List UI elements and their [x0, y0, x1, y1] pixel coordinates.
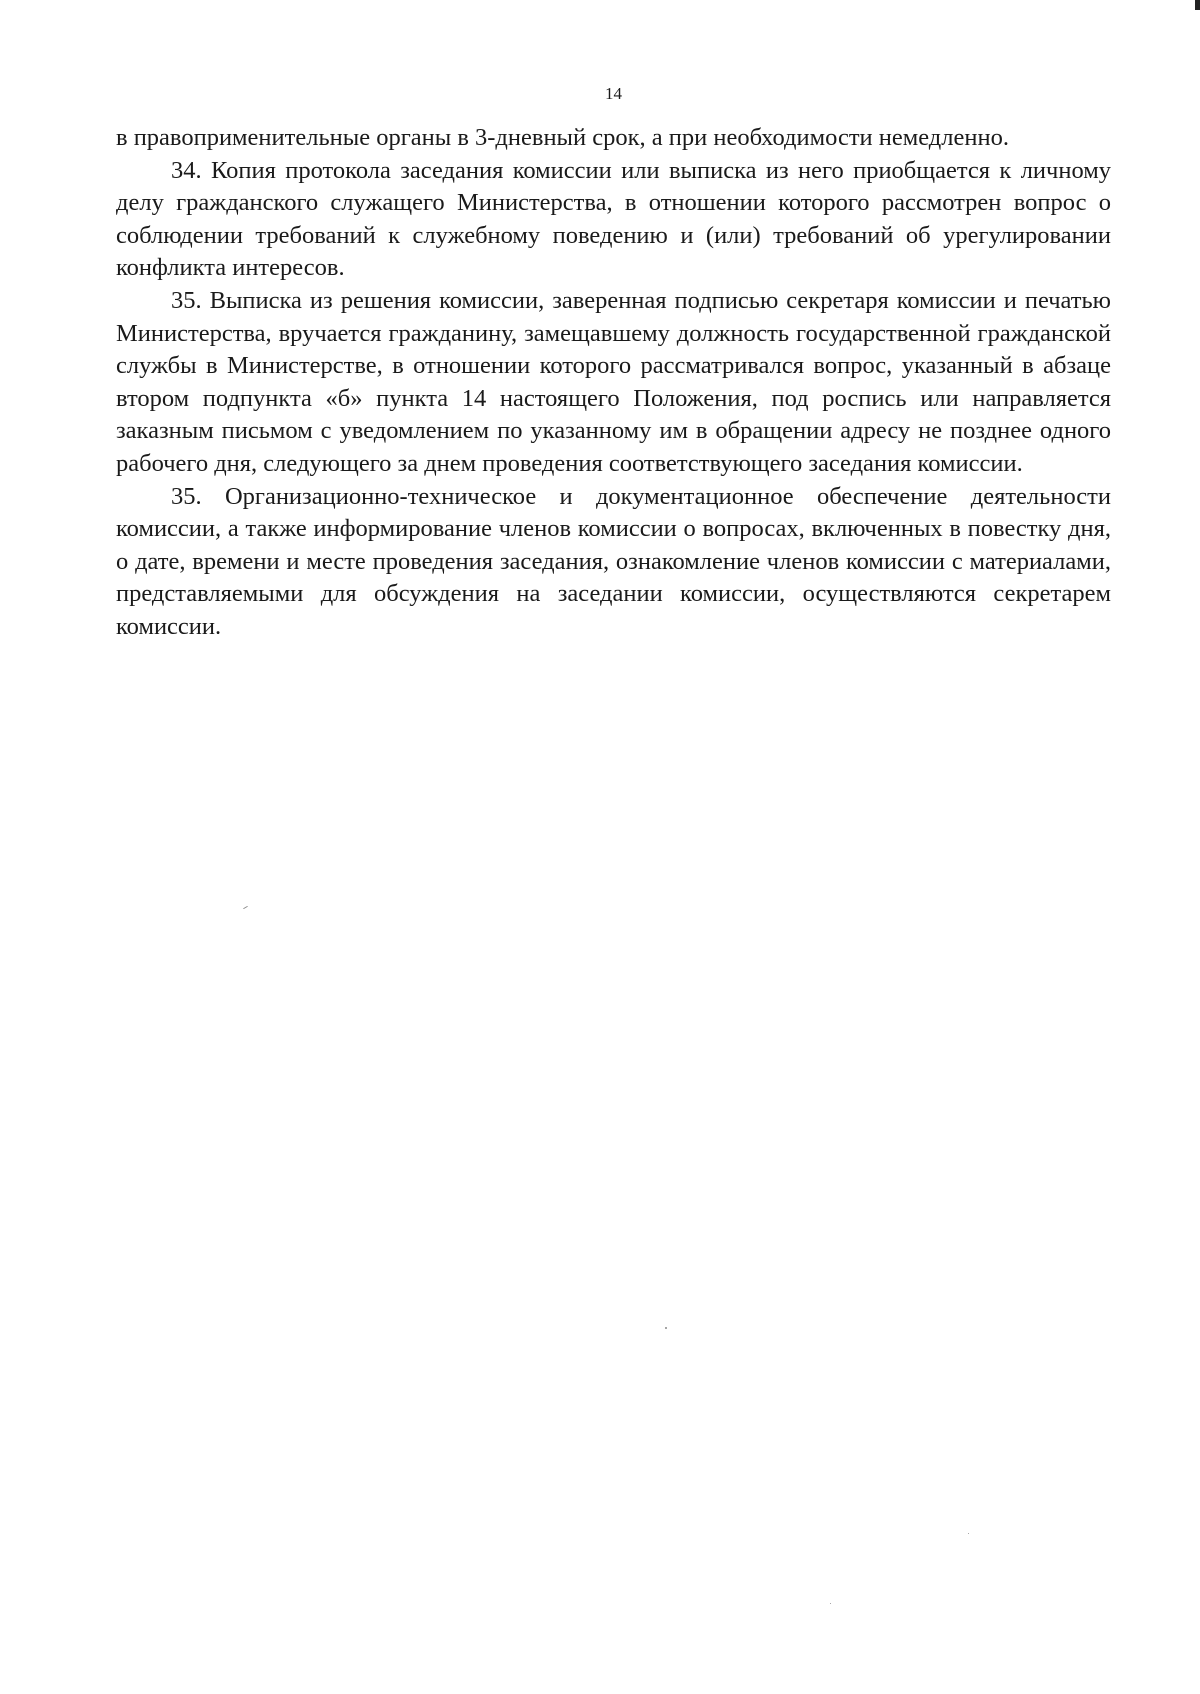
document-body — [116, 122, 1111, 644]
page-number: 14 — [605, 84, 622, 103]
scan-speck — [665, 1327, 667, 1329]
paragraph-35-extract: 35. Выписка из решения комиссии, заверенная подписью секретаря комиссии и печатью Министерства, вручается гражданину, замещавшему должность государственной гражданской службы в Министерстве, в отношении которого рассматривался вопрос, указанный в абзаце втором подпункта «б» пункта 14 настоящего Положения, под роспись или направляется заказным письмом с уведомлением по указанному им в обращении адресу не позднее одного рабочего дня, следующего за днем проведения соответствующего заседания комиссии. — [116, 286, 1111, 477]
paragraph-34: 34. Копия протокола заседания комиссии или выписка из него приобщается к личному делу гражданского служащего Министерства, в отношении которого рассмотрен вопрос о соблюдении требований к служебному поведению и (или) требований об урегулировании конфликта интересов. — [116, 156, 1111, 282]
scan-speck — [830, 1603, 831, 1604]
paragraph-35-organization: 35. Организационно-техническое и документационное обеспечение деятельности комиссии, а также информирование членов комиссии о вопросах, включенных в повестку дня, о дате, времени и месте проведения заседания, ознакомление членов комиссии с материалами, представляемыми для обсуждения на заседании комиссии, осуществляются секретарем комиссии. — [116, 482, 1111, 640]
scan-edge-mark — [1195, 0, 1200, 10]
paragraph-continuation: в правоприменительные органы в 3-дневный срок, а при необходимости немедленно. — [116, 124, 1009, 151]
scan-speck — [243, 906, 248, 909]
scan-speck — [968, 1533, 969, 1534]
